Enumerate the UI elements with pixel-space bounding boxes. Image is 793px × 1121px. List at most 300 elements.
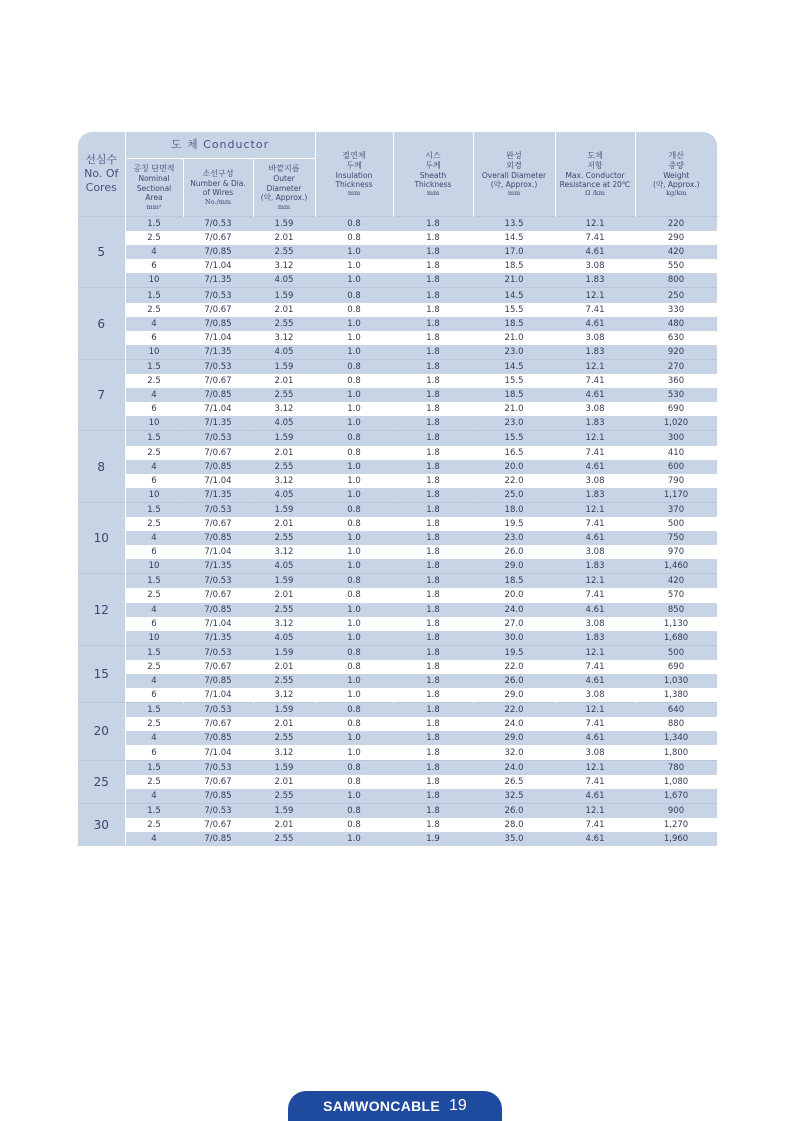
sheath-cell: 1.8 <box>393 703 473 718</box>
insulation-cell: 1.0 <box>315 416 393 431</box>
table-row <box>78 388 717 402</box>
resistance-cell: 7.41 <box>555 818 635 832</box>
overall-diameter-cell: 24.0 <box>473 603 555 617</box>
sheath-cell: 1.8 <box>393 674 473 688</box>
overall-diameter-cell: 14.5 <box>473 359 555 374</box>
wires-cell: 7/1.35 <box>183 559 253 574</box>
outer-diameter-cell: 1.59 <box>253 359 315 374</box>
insulation-cell: 0.8 <box>315 359 393 374</box>
insulation-cell: 1.0 <box>315 474 393 488</box>
overall-diameter-cell: 13.5 <box>473 217 555 232</box>
insulation-cell: 1.0 <box>315 603 393 617</box>
table-row <box>78 617 717 631</box>
wires-cell: 7/1.35 <box>183 345 253 360</box>
outer-diameter-cell: 3.12 <box>253 259 315 273</box>
sheath-cell: 1.8 <box>393 345 473 360</box>
resistance-cell: 4.61 <box>555 603 635 617</box>
table-row <box>78 259 717 273</box>
table-row <box>78 574 717 589</box>
resistance-cell: 12.1 <box>555 645 635 660</box>
wires-cell: 7/0.85 <box>183 531 253 545</box>
sheath-cell: 1.8 <box>393 760 473 775</box>
sheath-cell: 1.8 <box>393 416 473 431</box>
wires-cell: 7/0.85 <box>183 245 253 259</box>
outer-diameter-cell: 2.01 <box>253 303 315 317</box>
table-row <box>78 745 717 760</box>
overall-diameter-cell: 15.5 <box>473 303 555 317</box>
table-row <box>78 474 717 488</box>
insulation-cell: 0.8 <box>315 660 393 674</box>
insulation-cell: 0.8 <box>315 703 393 718</box>
table-row <box>78 217 717 232</box>
area-cell: 2.5 <box>125 660 183 674</box>
area-cell: 6 <box>125 617 183 631</box>
area-cell: 2.5 <box>125 818 183 832</box>
area-cell: 6 <box>125 545 183 559</box>
table-row <box>78 317 717 331</box>
area-cell: 1.5 <box>125 574 183 589</box>
insulation-cell: 0.8 <box>315 374 393 388</box>
overall-diameter-cell: 20.0 <box>473 460 555 474</box>
area-cell: 2.5 <box>125 303 183 317</box>
sheath-cell: 1.8 <box>393 731 473 745</box>
table-row <box>78 588 717 602</box>
wires-cell: 7/0.85 <box>183 603 253 617</box>
weight-cell: 570 <box>635 588 717 602</box>
resistance-cell: 4.61 <box>555 245 635 259</box>
area-cell: 4 <box>125 245 183 259</box>
outer-diameter-cell: 2.01 <box>253 517 315 531</box>
outer-diameter-cell: 4.05 <box>253 559 315 574</box>
header-wires: 소선구성 Number & Dia. of Wires No./mm <box>183 159 253 217</box>
insulation-cell: 0.8 <box>315 775 393 789</box>
area-cell: 2.5 <box>125 588 183 602</box>
outer-diameter-cell: 1.59 <box>253 703 315 718</box>
overall-diameter-cell: 23.0 <box>473 416 555 431</box>
area-cell: 2.5 <box>125 446 183 460</box>
table-row <box>78 245 717 259</box>
area-cell: 6 <box>125 688 183 703</box>
resistance-cell: 1.83 <box>555 559 635 574</box>
insulation-cell: 0.8 <box>315 288 393 303</box>
resistance-cell: 4.61 <box>555 674 635 688</box>
insulation-cell: 1.0 <box>315 345 393 360</box>
table-row <box>78 818 717 832</box>
wires-cell: 7/0.67 <box>183 517 253 531</box>
wires-cell: 7/1.04 <box>183 474 253 488</box>
outer-diameter-cell: 4.05 <box>253 488 315 503</box>
outer-diameter-cell: 2.55 <box>253 789 315 804</box>
insulation-cell: 0.8 <box>315 446 393 460</box>
sheath-cell: 1.8 <box>393 531 473 545</box>
insulation-cell: 0.8 <box>315 645 393 660</box>
weight-cell: 970 <box>635 545 717 559</box>
overall-diameter-cell: 23.0 <box>473 531 555 545</box>
overall-diameter-cell: 26.5 <box>473 775 555 789</box>
overall-diameter-cell: 26.0 <box>473 545 555 559</box>
wires-cell: 7/0.67 <box>183 717 253 731</box>
weight-cell: 690 <box>635 402 717 416</box>
outer-diameter-cell: 2.01 <box>253 818 315 832</box>
weight-cell: 360 <box>635 374 717 388</box>
outer-diameter-cell: 3.12 <box>253 545 315 559</box>
outer-diameter-cell: 3.12 <box>253 688 315 703</box>
outer-diameter-cell: 1.59 <box>253 803 315 818</box>
wires-cell: 7/0.53 <box>183 359 253 374</box>
table-body <box>78 217 717 847</box>
table-row <box>78 531 717 545</box>
weight-cell: 420 <box>635 245 717 259</box>
insulation-cell: 1.0 <box>315 331 393 345</box>
table-row <box>78 359 717 374</box>
sheath-cell: 1.8 <box>393 603 473 617</box>
resistance-cell: 4.61 <box>555 388 635 402</box>
wires-cell: 7/1.04 <box>183 331 253 345</box>
outer-diameter-cell: 2.55 <box>253 603 315 617</box>
weight-cell: 850 <box>635 603 717 617</box>
wires-cell: 7/0.53 <box>183 431 253 446</box>
table-row <box>78 674 717 688</box>
table-row <box>78 460 717 474</box>
table-row <box>78 402 717 416</box>
area-cell: 4 <box>125 531 183 545</box>
insulation-cell: 1.0 <box>315 488 393 503</box>
insulation-cell: 0.8 <box>315 431 393 446</box>
insulation-cell: 0.8 <box>315 217 393 232</box>
insulation-cell: 0.8 <box>315 231 393 245</box>
area-cell: 4 <box>125 789 183 804</box>
insulation-cell: 0.8 <box>315 760 393 775</box>
overall-diameter-cell: 17.0 <box>473 245 555 259</box>
sheath-cell: 1.8 <box>393 717 473 731</box>
outer-diameter-cell: 2.55 <box>253 832 315 846</box>
wires-cell: 7/0.67 <box>183 588 253 602</box>
resistance-cell: 12.1 <box>555 803 635 818</box>
sheath-cell: 1.8 <box>393 303 473 317</box>
outer-diameter-cell: 3.12 <box>253 745 315 760</box>
area-cell: 10 <box>125 559 183 574</box>
resistance-cell: 3.08 <box>555 259 635 273</box>
resistance-cell: 3.08 <box>555 688 635 703</box>
area-cell: 6 <box>125 402 183 416</box>
header-outer-diameter: 바깥지름 Outer Diameter (약, Approx.) mm <box>253 159 315 217</box>
overall-diameter-cell: 18.5 <box>473 574 555 589</box>
resistance-cell: 4.61 <box>555 789 635 804</box>
cores-cell: 5 <box>78 217 125 288</box>
outer-diameter-cell: 2.01 <box>253 717 315 731</box>
wires-cell: 7/1.04 <box>183 617 253 631</box>
wires-cell: 7/1.04 <box>183 402 253 416</box>
table-row <box>78 603 717 617</box>
header-sheath: 시스 두께 Sheath Thickness mm <box>393 132 473 217</box>
weight-cell: 1,270 <box>635 818 717 832</box>
outer-diameter-cell: 4.05 <box>253 416 315 431</box>
weight-cell: 550 <box>635 259 717 273</box>
insulation-cell: 1.0 <box>315 545 393 559</box>
table-row <box>78 231 717 245</box>
sheath-cell: 1.8 <box>393 474 473 488</box>
area-cell: 1.5 <box>125 359 183 374</box>
wires-cell: 7/0.85 <box>183 317 253 331</box>
resistance-cell: 7.41 <box>555 374 635 388</box>
resistance-cell: 1.83 <box>555 416 635 431</box>
weight-cell: 500 <box>635 517 717 531</box>
outer-diameter-cell: 1.59 <box>253 288 315 303</box>
table-row <box>78 703 717 718</box>
insulation-cell: 1.0 <box>315 531 393 545</box>
weight-cell: 900 <box>635 803 717 818</box>
area-cell: 4 <box>125 832 183 846</box>
weight-cell: 290 <box>635 231 717 245</box>
insulation-cell: 1.0 <box>315 832 393 846</box>
table-row <box>78 502 717 517</box>
wires-cell: 7/1.04 <box>183 745 253 760</box>
overall-diameter-cell: 18.5 <box>473 388 555 402</box>
header-cores: 선심수 No. Of Cores <box>78 132 125 217</box>
resistance-cell: 12.1 <box>555 502 635 517</box>
area-cell: 2.5 <box>125 374 183 388</box>
table-row <box>78 688 717 703</box>
sheath-cell: 1.8 <box>393 259 473 273</box>
resistance-cell: 3.08 <box>555 474 635 488</box>
weight-cell: 1,380 <box>635 688 717 703</box>
weight-cell: 1,030 <box>635 674 717 688</box>
wires-cell: 7/1.04 <box>183 259 253 273</box>
cable-spec-table <box>78 132 718 846</box>
resistance-cell: 1.83 <box>555 273 635 288</box>
outer-diameter-cell: 3.12 <box>253 474 315 488</box>
insulation-cell: 1.0 <box>315 259 393 273</box>
area-cell: 1.5 <box>125 645 183 660</box>
sheath-cell: 1.8 <box>393 388 473 402</box>
resistance-cell: 3.08 <box>555 545 635 559</box>
weight-cell: 1,170 <box>635 488 717 503</box>
wires-cell: 7/0.53 <box>183 574 253 589</box>
insulation-cell: 1.0 <box>315 789 393 804</box>
outer-diameter-cell: 3.12 <box>253 331 315 345</box>
sheath-cell: 1.8 <box>393 545 473 559</box>
header-weight: 개산 중량 Weight (약, Approx.) kg/km <box>635 132 717 217</box>
insulation-cell: 0.8 <box>315 588 393 602</box>
wires-cell: 7/1.35 <box>183 631 253 646</box>
outer-diameter-cell: 1.59 <box>253 217 315 232</box>
overall-diameter-cell: 15.5 <box>473 374 555 388</box>
weight-cell: 530 <box>635 388 717 402</box>
overall-diameter-cell: 29.0 <box>473 731 555 745</box>
area-cell: 4 <box>125 460 183 474</box>
weight-cell: 780 <box>635 760 717 775</box>
overall-diameter-cell: 25.0 <box>473 488 555 503</box>
weight-cell: 270 <box>635 359 717 374</box>
sheath-cell: 1.8 <box>393 502 473 517</box>
weight-cell: 1,960 <box>635 832 717 846</box>
overall-diameter-cell: 23.0 <box>473 345 555 360</box>
resistance-cell: 7.41 <box>555 303 635 317</box>
resistance-cell: 7.41 <box>555 717 635 731</box>
area-cell: 4 <box>125 731 183 745</box>
table-row <box>78 273 717 288</box>
weight-cell: 410 <box>635 446 717 460</box>
overall-diameter-cell: 19.5 <box>473 645 555 660</box>
wires-cell: 7/0.85 <box>183 460 253 474</box>
area-cell: 1.5 <box>125 217 183 232</box>
wires-cell: 7/0.53 <box>183 288 253 303</box>
wires-cell: 7/0.53 <box>183 703 253 718</box>
outer-diameter-cell: 2.55 <box>253 460 315 474</box>
wires-cell: 7/1.04 <box>183 545 253 559</box>
area-cell: 6 <box>125 331 183 345</box>
outer-diameter-cell: 2.55 <box>253 317 315 331</box>
insulation-cell: 1.0 <box>315 674 393 688</box>
cores-cell: 15 <box>78 645 125 702</box>
area-cell: 1.5 <box>125 760 183 775</box>
resistance-cell: 3.08 <box>555 331 635 345</box>
cores-cell: 25 <box>78 760 125 803</box>
area-cell: 2.5 <box>125 517 183 531</box>
overall-diameter-cell: 32.0 <box>473 745 555 760</box>
cores-cell: 30 <box>78 803 125 846</box>
sheath-cell: 1.8 <box>393 374 473 388</box>
sheath-cell: 1.8 <box>393 688 473 703</box>
wires-cell: 7/0.85 <box>183 832 253 846</box>
resistance-cell: 12.1 <box>555 703 635 718</box>
overall-diameter-cell: 26.0 <box>473 674 555 688</box>
sheath-cell: 1.8 <box>393 446 473 460</box>
page-number: 19 <box>449 1097 467 1114</box>
table-row <box>78 488 717 503</box>
sheath-cell: 1.8 <box>393 660 473 674</box>
insulation-cell: 1.0 <box>315 273 393 288</box>
insulation-cell: 1.0 <box>315 617 393 631</box>
wires-cell: 7/0.67 <box>183 231 253 245</box>
insulation-cell: 1.0 <box>315 631 393 646</box>
wires-cell: 7/0.53 <box>183 502 253 517</box>
wires-cell: 7/1.04 <box>183 688 253 703</box>
table-row <box>78 803 717 818</box>
header-conductor: 도 체 Conductor <box>125 132 315 159</box>
weight-cell: 500 <box>635 645 717 660</box>
wires-cell: 7/0.85 <box>183 731 253 745</box>
resistance-cell: 4.61 <box>555 460 635 474</box>
insulation-cell: 1.0 <box>315 559 393 574</box>
outer-diameter-cell: 2.01 <box>253 775 315 789</box>
insulation-cell: 0.8 <box>315 818 393 832</box>
overall-diameter-cell: 14.5 <box>473 231 555 245</box>
weight-cell: 300 <box>635 431 717 446</box>
sheath-cell: 1.8 <box>393 775 473 789</box>
table-row <box>78 416 717 431</box>
sheath-cell: 1.8 <box>393 517 473 531</box>
outer-diameter-cell: 4.05 <box>253 631 315 646</box>
brand-name: SAMWONCABLE <box>323 1098 441 1114</box>
table-row <box>78 446 717 460</box>
area-cell: 10 <box>125 488 183 503</box>
table-row <box>78 832 717 846</box>
sheath-cell: 1.8 <box>393 645 473 660</box>
area-cell: 1.5 <box>125 703 183 718</box>
outer-diameter-cell: 4.05 <box>253 273 315 288</box>
wires-cell: 7/0.53 <box>183 760 253 775</box>
weight-cell: 1,800 <box>635 745 717 760</box>
table-row <box>78 760 717 775</box>
cores-cell: 12 <box>78 574 125 645</box>
weight-cell: 330 <box>635 303 717 317</box>
area-cell: 4 <box>125 674 183 688</box>
resistance-cell: 7.41 <box>555 775 635 789</box>
outer-diameter-cell: 2.01 <box>253 231 315 245</box>
resistance-cell: 7.41 <box>555 517 635 531</box>
area-cell: 2.5 <box>125 775 183 789</box>
wires-cell: 7/0.67 <box>183 374 253 388</box>
resistance-cell: 7.41 <box>555 231 635 245</box>
insulation-cell: 0.8 <box>315 517 393 531</box>
outer-diameter-cell: 1.59 <box>253 502 315 517</box>
resistance-cell: 12.1 <box>555 217 635 232</box>
weight-cell: 640 <box>635 703 717 718</box>
outer-diameter-cell: 2.01 <box>253 588 315 602</box>
area-cell: 10 <box>125 273 183 288</box>
table-row <box>78 331 717 345</box>
area-cell: 2.5 <box>125 231 183 245</box>
overall-diameter-cell: 14.5 <box>473 288 555 303</box>
sheath-cell: 1.8 <box>393 231 473 245</box>
table-row <box>78 559 717 574</box>
wires-cell: 7/0.67 <box>183 446 253 460</box>
weight-cell: 250 <box>635 288 717 303</box>
overall-diameter-cell: 22.0 <box>473 660 555 674</box>
overall-diameter-cell: 30.0 <box>473 631 555 646</box>
weight-cell: 220 <box>635 217 717 232</box>
wires-cell: 7/0.53 <box>183 217 253 232</box>
table-row <box>78 789 717 804</box>
wires-cell: 7/0.67 <box>183 775 253 789</box>
insulation-cell: 1.0 <box>315 731 393 745</box>
overall-diameter-cell: 19.5 <box>473 517 555 531</box>
resistance-cell: 4.61 <box>555 731 635 745</box>
weight-cell: 1,340 <box>635 731 717 745</box>
resistance-cell: 12.1 <box>555 760 635 775</box>
header-resistance: 도체 저항 Max. Conductor Resistance at 20℃ Ω /km <box>555 132 635 217</box>
insulation-cell: 1.0 <box>315 245 393 259</box>
overall-diameter-cell: 21.0 <box>473 273 555 288</box>
insulation-cell: 1.0 <box>315 402 393 416</box>
weight-cell: 750 <box>635 531 717 545</box>
table-row <box>78 517 717 531</box>
outer-diameter-cell: 4.05 <box>253 345 315 360</box>
sheath-cell: 1.8 <box>393 588 473 602</box>
area-cell: 2.5 <box>125 717 183 731</box>
overall-diameter-cell: 18.5 <box>473 259 555 273</box>
weight-cell: 370 <box>635 502 717 517</box>
resistance-cell: 12.1 <box>555 431 635 446</box>
outer-diameter-cell: 2.55 <box>253 388 315 402</box>
overall-diameter-cell: 28.0 <box>473 818 555 832</box>
insulation-cell: 1.0 <box>315 688 393 703</box>
insulation-cell: 0.8 <box>315 717 393 731</box>
area-cell: 6 <box>125 259 183 273</box>
outer-diameter-cell: 1.59 <box>253 574 315 589</box>
area-cell: 1.5 <box>125 803 183 818</box>
outer-diameter-cell: 2.55 <box>253 731 315 745</box>
area-cell: 4 <box>125 317 183 331</box>
resistance-cell: 7.41 <box>555 660 635 674</box>
table-row <box>78 374 717 388</box>
weight-cell: 1,130 <box>635 617 717 631</box>
weight-cell: 1,020 <box>635 416 717 431</box>
cable-spec-table-container <box>78 132 717 846</box>
sheath-cell: 1.8 <box>393 317 473 331</box>
outer-diameter-cell: 2.01 <box>253 374 315 388</box>
